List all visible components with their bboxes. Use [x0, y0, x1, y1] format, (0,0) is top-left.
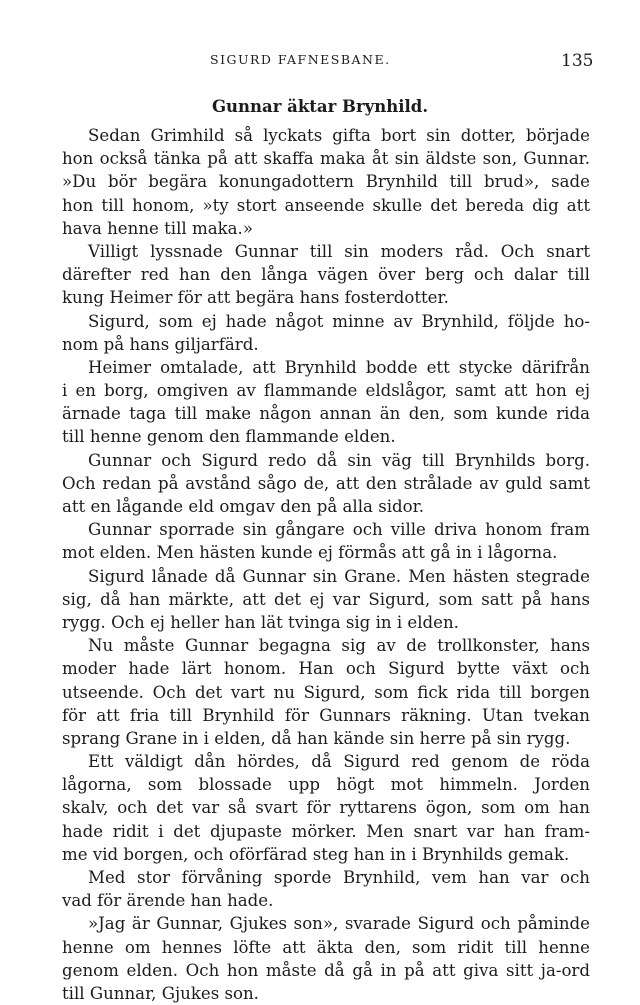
text-line: moder hade lärt honom. Han och Sigurd bytte växt och — [62, 659, 590, 679]
text-line: me vid borgen, och oförfärad steg han in i Brynhilds gemak. — [62, 844, 570, 864]
page-header — [0, 51, 640, 71]
text-line: att en lågande eld omgav den på alla sidor. — [62, 497, 425, 516]
text-line: Gunnar sporrade sin gångare och ville driva honom fram — [88, 520, 590, 540]
text-line: i en borg, omgiven av flammande eldslågor, samt att hon ej — [62, 381, 590, 401]
text-line: kung Heimer för att begära hans fosterdotter. — [62, 288, 449, 308]
text-line: Sigurd lånade då Gunnar sin Grane. Men hästen stegrade — [88, 566, 590, 586]
text-line: till Gunnar, Gjukes son. — [62, 983, 259, 1003]
text-line: nom på hans giljarfärd. — [62, 334, 259, 354]
text-line: Gunnar och Sigurd redo då sin väg till Brynhilds borg. — [88, 450, 590, 470]
text-line: Och redan på avstånd sågo de, att den strålade av guld samt — [62, 473, 590, 493]
running-head: SIGURD FAFNESBANE. — [210, 52, 391, 67]
page-number: 135 — [561, 51, 594, 71]
text-line: Heimer omtalade, att Brynhild bodde ett stycke därifrån — [88, 357, 590, 377]
text-line: hade ridit i det djupaste mörker. Men snart var han fram- — [62, 821, 590, 841]
text-line: »Du bör begära konungadottern Brynhild till brud», sade — [62, 172, 590, 192]
text-line: lågorna, som blossade upp högt mot himmeln. Jorden — [62, 775, 590, 795]
chapter-title: Gunnar äktar Brynhild. — [211, 97, 429, 116]
text-line: till henne genom den flammande elden. — [62, 427, 396, 447]
text-line: henne om hennes löfte att äkta den, som ridit till henne — [62, 937, 590, 957]
text-line: hon också tänka på att skaffa maka åt sin äldste son, Gunnar. — [62, 149, 590, 169]
text-line: Villigt lyssnade Gunnar till sin moders råd. Och snart — [88, 241, 590, 261]
text-line: genom elden. Och hon måste då gå in på att giva sitt ja-ord — [62, 960, 590, 980]
text-line: Sigurd, som ej hade något minne av Brynhild, följde ho- — [88, 311, 590, 331]
text-line: hon till honom, »ty stort anseende skulle det bereda dig att — [62, 195, 590, 215]
text-line: sprang Grane in i elden, då han kände sin herre på sin rygg. — [62, 728, 571, 748]
body-text — [62, 124, 590, 1005]
text-line: »Jag är Gunnar, Gjukes son», svarade Sigurd och påminde — [88, 914, 590, 934]
text-line: rygg. Och ej heller han lät tvinga sig in i elden. — [62, 612, 459, 632]
text-line: utseende. Och det vart nu Sigurd, som fick rida till borgen — [62, 682, 590, 702]
text-line: Ett väldigt dån hördes, då Sigurd red genom de röda — [88, 752, 590, 772]
text-line: vad för ärende han hade. — [62, 891, 274, 911]
text-line: hava henne till maka.» — [62, 218, 253, 238]
text-line: Sedan Grimhild så lyckats gifta bort sin dotter, började — [88, 126, 590, 145]
text-line: Med stor förvåning sporde Brynhild, vem han var och — [88, 868, 590, 887]
text-line: ärnade taga till make någon annan än den, som kunde rida — [62, 404, 590, 424]
text-line: Nu måste Gunnar begagna sig av de trollkonster, hans — [88, 636, 590, 656]
text-line: mot elden. Men hästen kunde ej förmås att gå in i lågorna. — [62, 543, 558, 563]
text-line: därefter red han den långa vägen över berg och dalar till — [62, 265, 590, 285]
text-line: skalv, och det var så svart för ryttarens ögon, som om han — [62, 798, 590, 818]
text-line: sig, då han märkte, att det ej var Sigurd, som satt på hans — [62, 589, 590, 609]
text-line: för att fria till Brynhild för Gunnars räkning. Utan tvekan — [62, 705, 590, 725]
